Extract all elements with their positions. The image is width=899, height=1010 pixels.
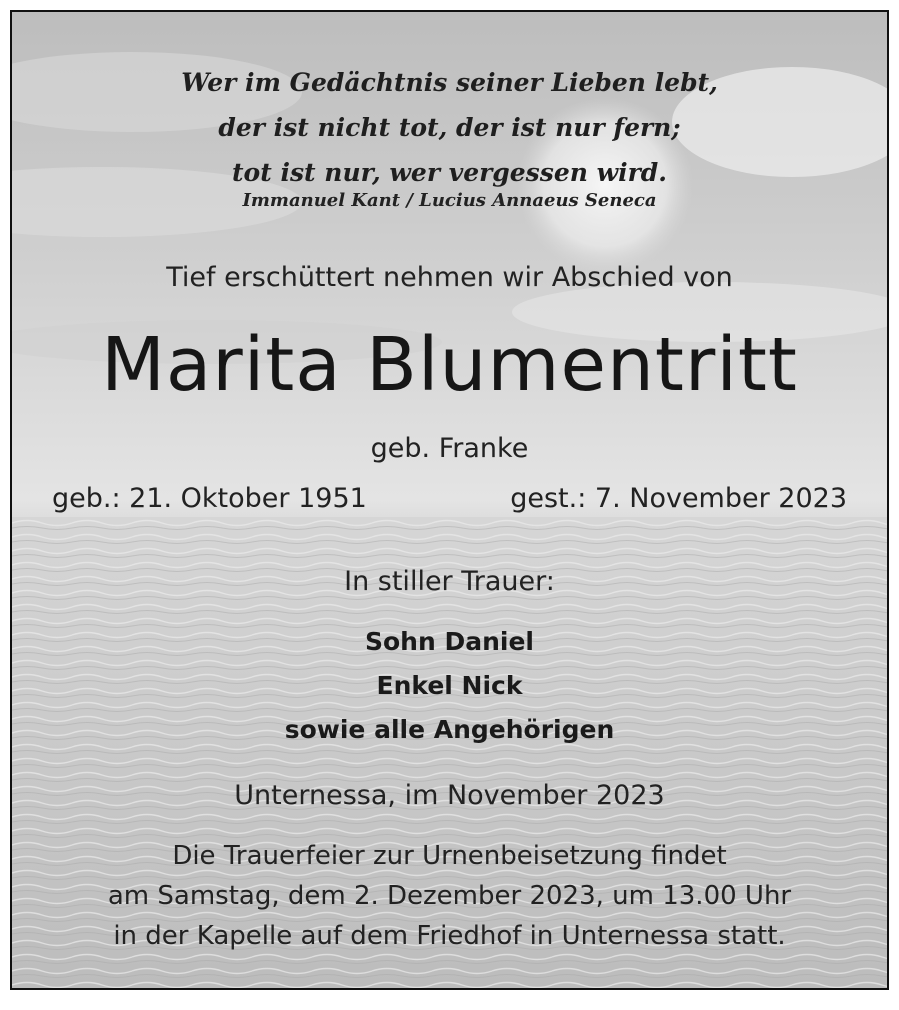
notice-content [12, 12, 887, 988]
place-date: Unternessa, im November 2023 [234, 780, 665, 811]
mourner: sowie alle Angehörigen [284, 715, 615, 744]
intro-text: Tief erschüttert nehmen wir Abschied von [166, 262, 733, 293]
obituary-notice [10, 10, 889, 990]
ceremony-info [12, 836, 887, 956]
mourner: Enkel Nick [376, 671, 523, 700]
quote-author: Immanuel Kant / Lucius Annaeus Seneca [242, 190, 657, 211]
quote-line: der ist nicht tot, der ist nur fern; [218, 113, 681, 142]
birth-date: geb.: 21. Oktober 1951 [52, 483, 367, 514]
mourning-label: In stiller Trauer: [344, 566, 555, 597]
quote [12, 60, 887, 195]
ceremony-line: Die Trauerfeier zur Urnenbeisetzung findet [172, 841, 727, 871]
mourners-list [12, 620, 887, 752]
maiden-name: geb. Franke [370, 433, 529, 464]
deceased-name: Marita Blumentritt [101, 322, 798, 408]
quote-line: Wer im Gedächtnis seiner Lieben lebt, [181, 68, 718, 97]
death-date: gest.: 7. November 2023 [510, 483, 847, 514]
mourner: Sohn Daniel [365, 627, 534, 656]
ceremony-line: am Samstag, dem 2. Dezember 2023, um 13.00 Uhr [107, 881, 792, 911]
ceremony-line: in der Kapelle auf dem Friedhof in Unternessa statt. [113, 921, 786, 951]
quote-line: tot ist nur, wer vergessen wird. [231, 158, 667, 187]
